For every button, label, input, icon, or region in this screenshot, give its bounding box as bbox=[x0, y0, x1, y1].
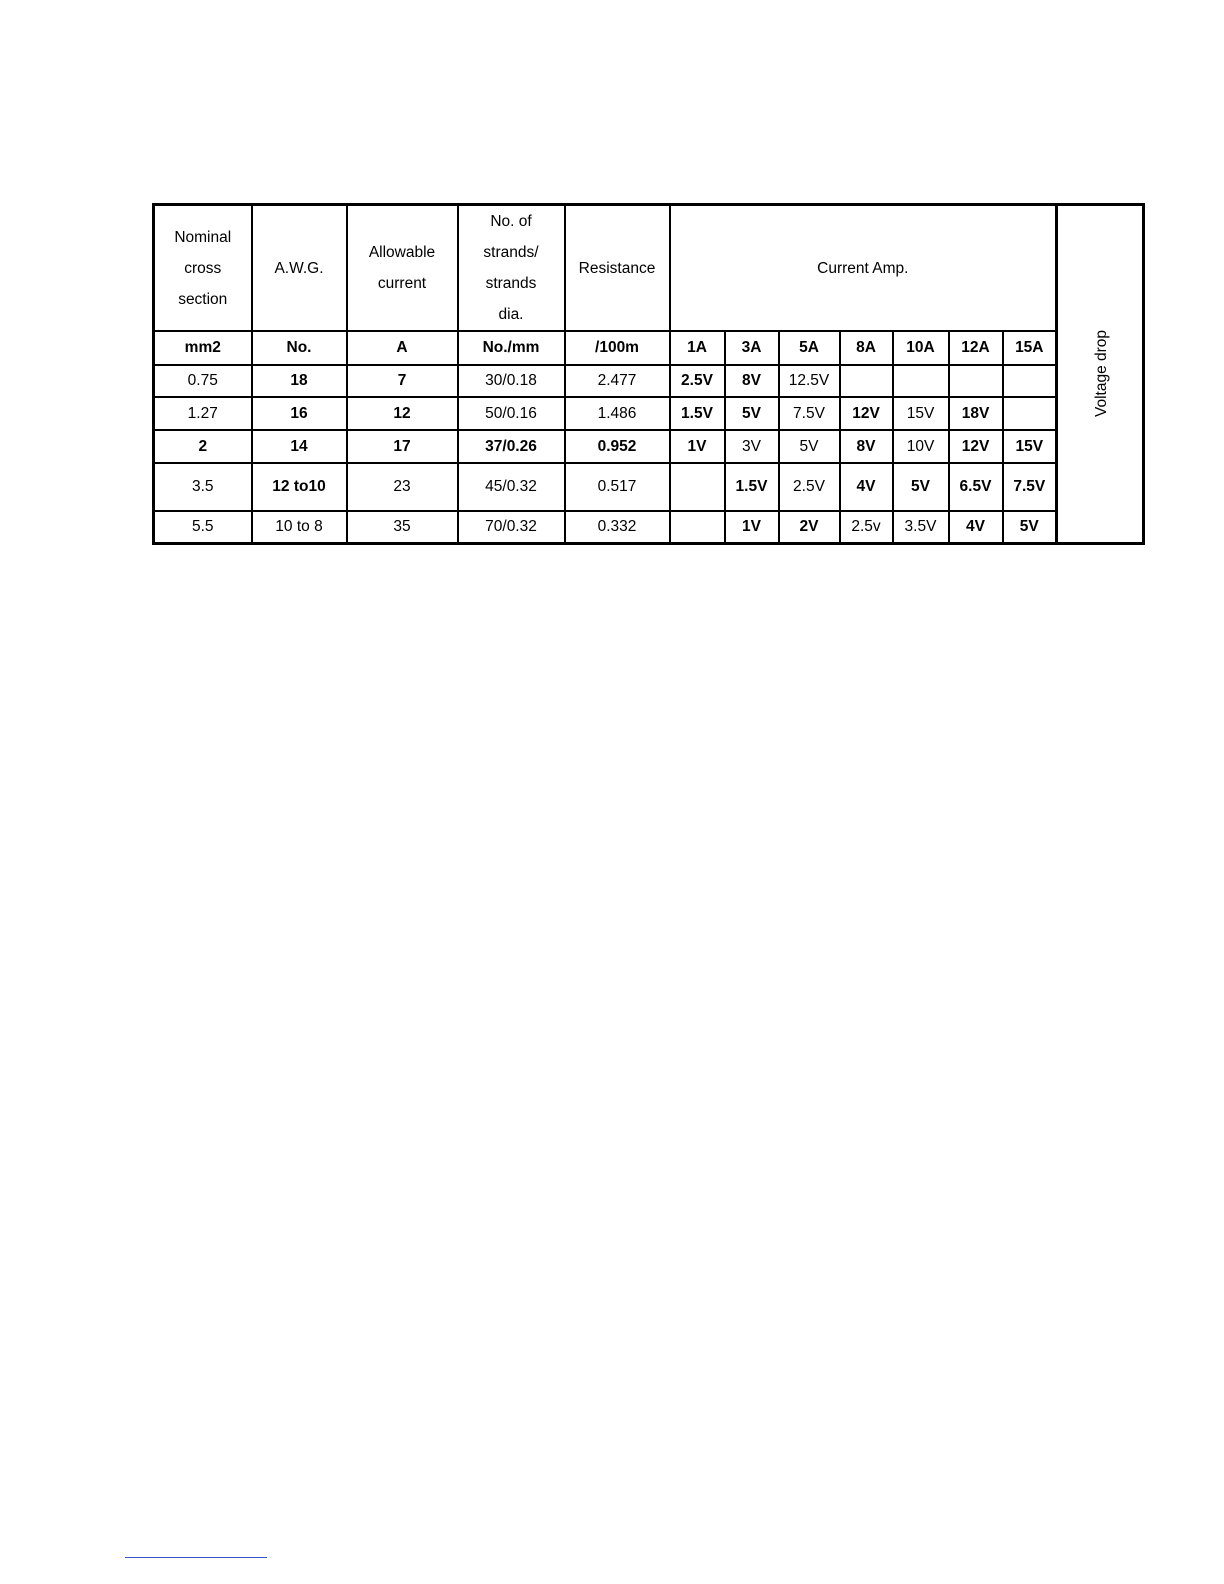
table-cell: 2V bbox=[779, 511, 840, 543]
units-row bbox=[154, 331, 1144, 365]
table-cell: 6.5V bbox=[949, 463, 1003, 511]
voltage-drop-cell bbox=[1057, 205, 1144, 544]
table-cell: 5V bbox=[725, 397, 779, 430]
table-cell: 12 to10 bbox=[252, 463, 347, 511]
table-cell bbox=[1003, 397, 1057, 430]
table-cell: 7.5V bbox=[1003, 463, 1057, 511]
table-cell: 37/0.26 bbox=[458, 430, 565, 463]
table-cell: 14 bbox=[252, 430, 347, 463]
unit-cell: 3A bbox=[725, 331, 779, 365]
table-cell: 12V bbox=[840, 397, 893, 430]
footnote-separator bbox=[125, 1557, 267, 1558]
table-cell: 18 bbox=[252, 365, 347, 397]
table-cell bbox=[949, 365, 1003, 397]
table-cell: 0.952 bbox=[565, 430, 670, 463]
header-nominal-cross-section: Nominal cross section bbox=[154, 205, 252, 332]
table-cell: 10V bbox=[893, 430, 949, 463]
table-cell: 4V bbox=[840, 463, 893, 511]
table-cell: 4V bbox=[949, 511, 1003, 543]
table-cell bbox=[1003, 365, 1057, 397]
table-cell: 1.27 bbox=[154, 397, 252, 430]
table-cell: 2.477 bbox=[565, 365, 670, 397]
header-resistance: Resistance bbox=[565, 205, 670, 332]
table-cell: 2.5V bbox=[670, 365, 725, 397]
table-cell: 5.5 bbox=[154, 511, 252, 543]
table-cell: 12V bbox=[949, 430, 1003, 463]
table-cell: 1.5V bbox=[670, 397, 725, 430]
unit-cell: 15A bbox=[1003, 331, 1057, 365]
table-cell: 18V bbox=[949, 397, 1003, 430]
table-cell: 17 bbox=[347, 430, 458, 463]
unit-cell: 8A bbox=[840, 331, 893, 365]
table-cell: 2.5V bbox=[779, 463, 840, 511]
table-cell: 7 bbox=[347, 365, 458, 397]
table-cell: 7.5V bbox=[779, 397, 840, 430]
table-cell bbox=[670, 463, 725, 511]
table-cell: 8V bbox=[725, 365, 779, 397]
header-strands: No. of strands/ strands dia. bbox=[458, 205, 565, 332]
table-cell: 23 bbox=[347, 463, 458, 511]
table-cell: 2 bbox=[154, 430, 252, 463]
unit-cell: mm2 bbox=[154, 331, 252, 365]
unit-cell: 10A bbox=[893, 331, 949, 365]
table-cell: 10 to 8 bbox=[252, 511, 347, 543]
table-cell: 5V bbox=[893, 463, 949, 511]
header-current-amp: Current Amp. bbox=[670, 205, 1057, 332]
unit-cell: A bbox=[347, 331, 458, 365]
table-cell bbox=[670, 511, 725, 543]
table-cell: 70/0.32 bbox=[458, 511, 565, 543]
voltage-drop-label: Voltage drop bbox=[1093, 330, 1111, 418]
table-cell: 8V bbox=[840, 430, 893, 463]
table-row bbox=[154, 365, 1144, 397]
table-cell: 1.5V bbox=[725, 463, 779, 511]
table-cell: 30/0.18 bbox=[458, 365, 565, 397]
table-row bbox=[154, 430, 1144, 463]
table-cell: 45/0.32 bbox=[458, 463, 565, 511]
table-cell: 5V bbox=[1003, 511, 1057, 543]
table-cell bbox=[893, 365, 949, 397]
unit-cell: 12A bbox=[949, 331, 1003, 365]
table-row bbox=[154, 463, 1144, 511]
table-cell: 3.5 bbox=[154, 463, 252, 511]
table-cell: 16 bbox=[252, 397, 347, 430]
header-row bbox=[154, 205, 1144, 332]
unit-cell: 5A bbox=[779, 331, 840, 365]
table-cell: 35 bbox=[347, 511, 458, 543]
table-cell: 15V bbox=[893, 397, 949, 430]
table-cell: 1V bbox=[725, 511, 779, 543]
wire-spec-table bbox=[152, 203, 1145, 545]
header-awg: A.W.G. bbox=[252, 205, 347, 332]
table-cell: 1V bbox=[670, 430, 725, 463]
table-cell: 2.5v bbox=[840, 511, 893, 543]
unit-cell: No. bbox=[252, 331, 347, 365]
unit-cell: 1A bbox=[670, 331, 725, 365]
table-cell: 12.5V bbox=[779, 365, 840, 397]
table-cell: 5V bbox=[779, 430, 840, 463]
table-row bbox=[154, 397, 1144, 430]
header-allowable-current: Allowable current bbox=[347, 205, 458, 332]
table-cell: 12 bbox=[347, 397, 458, 430]
unit-cell: /100m bbox=[565, 331, 670, 365]
table-cell: 0.75 bbox=[154, 365, 252, 397]
table-cell: 1.486 bbox=[565, 397, 670, 430]
unit-cell: No./mm bbox=[458, 331, 565, 365]
table-cell bbox=[840, 365, 893, 397]
table-cell: 0.517 bbox=[565, 463, 670, 511]
table-row bbox=[154, 511, 1144, 543]
table-cell: 50/0.16 bbox=[458, 397, 565, 430]
table-cell: 0.332 bbox=[565, 511, 670, 543]
table-cell: 3.5V bbox=[893, 511, 949, 543]
table-cell: 15V bbox=[1003, 430, 1057, 463]
table-cell: 3V bbox=[725, 430, 779, 463]
